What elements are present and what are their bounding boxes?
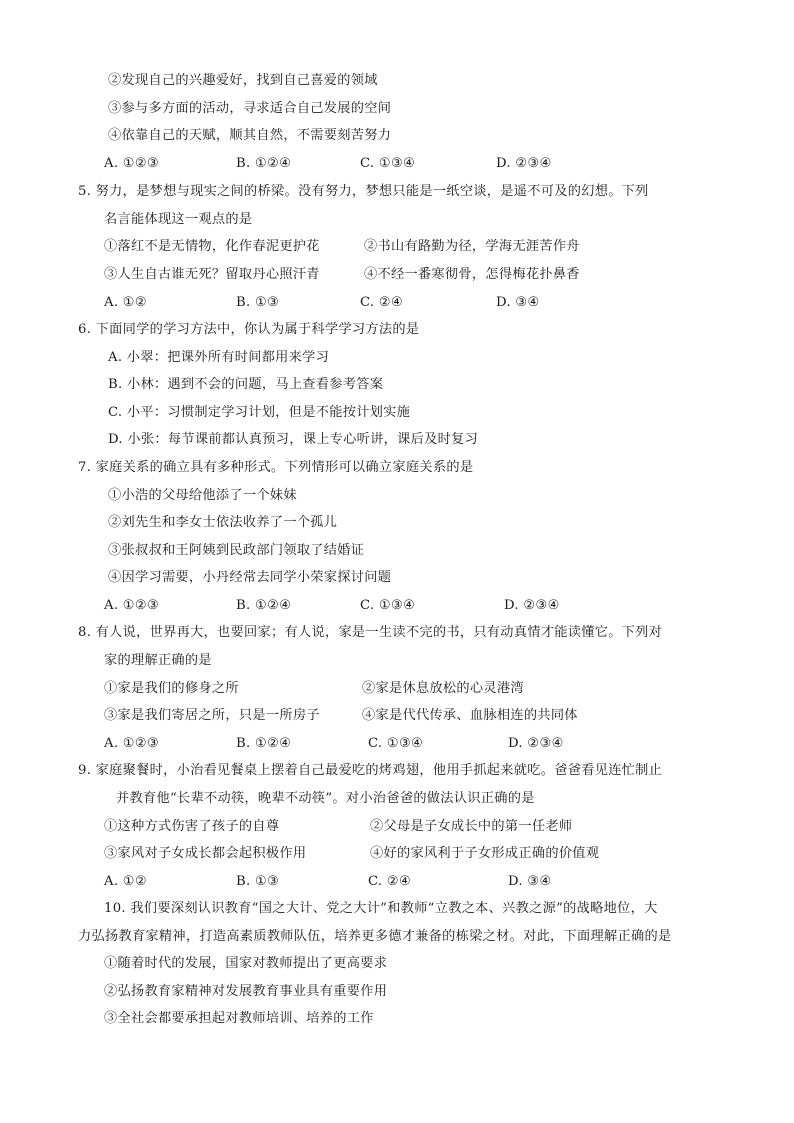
q10-statement-1: ①随着时代的发展，国家对教师提出了更高要求 — [104, 956, 388, 971]
q9-option-a: A. ①② — [104, 874, 148, 889]
q8-stem-line-1: 8. 有人说，世界再大，也要回家；有人说，家是一生读不完的书，只有动真情才能读懂它。下列对 — [78, 625, 663, 640]
q5-statement-4: ④不经一番寒彻骨，怎得梅花扑鼻香 — [364, 267, 580, 282]
q5-stem-line-1: 5. 努力，是梦想与现实之间的桥梁。没有努力，梦想只能是一纸空谈，是遥不可及的幻想。下列 — [78, 184, 649, 199]
q8-stem-line-2: 家的理解正确的是 — [104, 653, 212, 668]
q4-statement-2: ②发现自己的兴趣爱好，找到自己喜爱的领域 — [108, 73, 378, 88]
q5-option-c: C. ②④ — [360, 295, 404, 310]
q5-stem-line-2: 名言能体现这一观点的是 — [104, 212, 253, 227]
q7-option-d: D. ②③④ — [504, 598, 560, 613]
q7-option-b: B. ①②④ — [236, 598, 292, 613]
q10-stem-line-1: 10. 我们要深刻认识教育“国之大计、党之大计”和教师“立教之本、兴教之源”的战略地位，大 — [104, 901, 658, 916]
q9-option-d: D. ③④ — [508, 874, 552, 889]
q8-statement-4: ④家是代代传承、血脉相连的共同体 — [362, 708, 578, 723]
q9-statement-3: ③家风对子女成长都会起积极作用 — [104, 846, 307, 861]
q7-option-a: A. ①②③ — [104, 598, 160, 613]
q9-option-b: B. ①③ — [236, 874, 280, 889]
q8-statement-1: ①家是我们的修身之所 — [104, 681, 239, 696]
q5-statement-2: ②书山有路勤为径，学海无涯苦作舟 — [364, 239, 580, 254]
q7-option-c: C. ①③④ — [360, 598, 416, 613]
q4-option-b: B. ①②④ — [236, 156, 292, 171]
q9-statement-2: ②父母是子女成长中的第一任老师 — [370, 819, 573, 834]
q9-stem-line-2: 并教育他“长辈不动筷，晚辈不动筷”。对小治爸爸的做法认识正确的是 — [116, 791, 535, 806]
q10-stem-line-2: 力弘扬教育家精神，打造高素质教师队伍，培养更多德才兼备的栋梁之材。对此，下面理解正确的是 — [78, 929, 672, 944]
q6-option-b: B. 小林：遇到不会的问题，马上查看参考答案 — [108, 377, 384, 392]
q6-option-d: D. 小张：每节课前都认真预习，课上专心听讲，课后及时复习 — [108, 432, 479, 447]
q8-statement-3: ③家是我们寄居之所，只是一所房子 — [104, 708, 320, 723]
q9-option-c: C. ②④ — [368, 874, 412, 889]
q7-statement-4: ④因学习需要，小丹经常去同学小荣家探讨问题 — [108, 570, 392, 585]
q8-option-a: A. ①②③ — [104, 736, 160, 751]
q8-option-b: B. ①②④ — [236, 736, 292, 751]
q6-option-a: A. 小翠：把课外所有时间都用来学习 — [108, 350, 330, 365]
q5-option-d: D. ③④ — [496, 295, 540, 310]
q5-option-b: B. ①③ — [236, 295, 280, 310]
q9-statement-1: ①这种方式伤害了孩子的自尊 — [104, 819, 280, 834]
q4-option-a: A. ①②③ — [104, 156, 160, 171]
q5-option-a: A. ①② — [104, 295, 148, 310]
q5-statement-3: ③人生自古谁无死？留取丹心照汗青 — [104, 267, 320, 282]
q6-option-c: C. 小平：习惯制定学习计划，但是不能按计划实施 — [108, 405, 411, 420]
q7-stem: 7. 家庭关系的确立具有多种形式。下列情形可以确立家庭关系的是 — [78, 460, 474, 475]
q8-option-d: D. ②③④ — [508, 736, 564, 751]
q8-option-c: C. ①③④ — [368, 736, 424, 751]
q4-statement-4: ④依靠自己的天赋，顺其自然，不需要刻苦努力 — [108, 128, 392, 143]
q7-statement-1: ①小浩的父母给他添了一个妹妹 — [108, 488, 297, 503]
q10-statement-2: ②弘扬教育家精神对发展教育事业具有重要作用 — [104, 984, 388, 999]
q4-statement-3: ③参与多方面的活动，寻求适合自己发展的空间 — [108, 101, 392, 116]
q4-option-d: D. ②③④ — [496, 156, 552, 171]
q8-statement-2: ②家是休息放松的心灵港湾 — [362, 681, 524, 696]
q6-stem: 6. 下面同学的学习方法中，你认为属于科学学习方法的是 — [78, 322, 420, 337]
q9-statement-4: ④好的家风利于子女形成正确的价值观 — [370, 846, 600, 861]
q7-statement-3: ③张叔叔和王阿姨到民政部门领取了结婚证 — [108, 543, 365, 558]
q10-statement-3: ③全社会都要承担起对教师培训、培养的工作 — [104, 1011, 374, 1026]
q9-stem-line-1: 9. 家庭聚餐时，小治看见餐桌上摆着自己最爱吃的烤鸡翅，他用手抓起来就吃。爸爸看见连忙制止 — [78, 763, 663, 778]
q7-statement-2: ②刘先生和李女士依法收养了一个孤儿 — [108, 515, 338, 530]
q4-option-c: C. ①③④ — [360, 156, 416, 171]
q5-statement-1: ①落红不是无情物，化作春泥更护花 — [104, 239, 320, 254]
